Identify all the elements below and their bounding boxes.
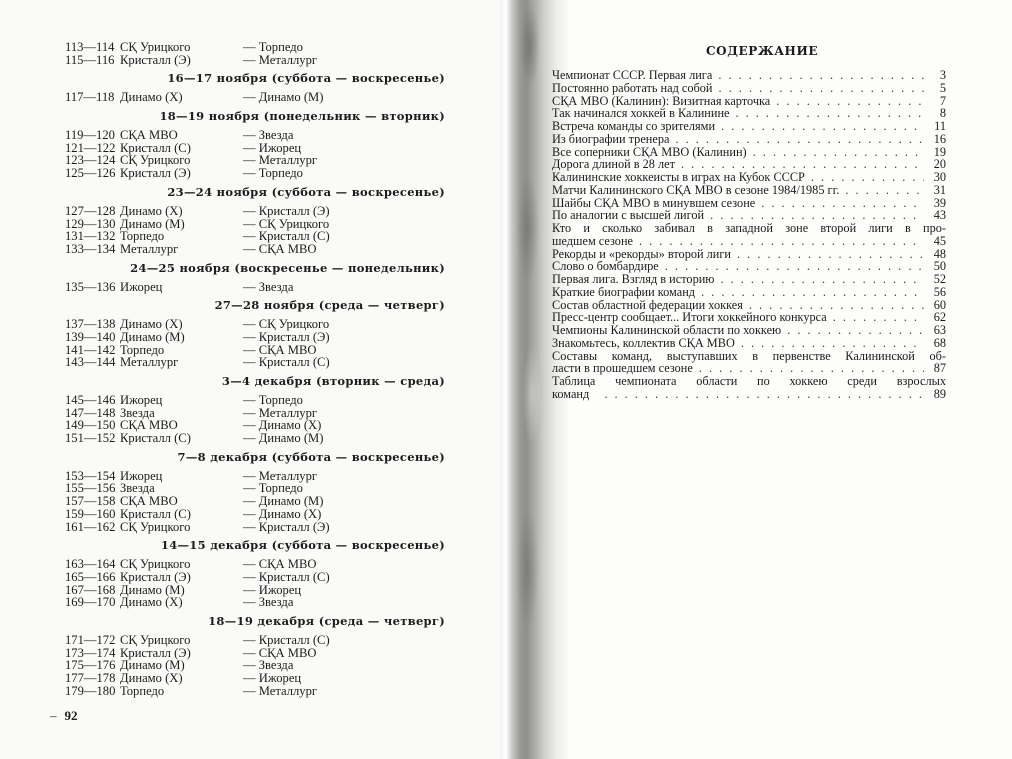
toc-leader-dots (669, 133, 924, 146)
home-team: СҚ Урицкого (120, 40, 191, 54)
schedule-day-header: 24—25 ноября (воскресенье — понедельник) (130, 260, 445, 275)
match-number: 163—164 (65, 557, 116, 572)
home-team: СҚ Урицкого (120, 519, 191, 534)
home-team: СҚА МВО (120, 128, 178, 143)
away-team: — Ижорец (243, 671, 302, 685)
match-row (65, 685, 445, 698)
away-team: — Металлург (243, 52, 318, 67)
toc-entry-title: Чемпионы Калининской области по хоккею (552, 323, 782, 337)
away-team: — Динамо (М) (243, 494, 324, 509)
match-number: 125—126 (65, 166, 116, 181)
toc-entry (552, 337, 946, 350)
toc-entry-title: Из биографии тренера (552, 131, 670, 146)
toc-entry (552, 171, 946, 184)
home-team: Кристалл (С) (120, 431, 191, 446)
toc-leader-dots (712, 69, 924, 82)
away-team: — Звезда (243, 595, 294, 610)
home-team: Звезда (120, 405, 155, 420)
match-number: 131—132 (65, 229, 116, 244)
toc-page-number: 39 (933, 195, 946, 210)
home-team: Торпедо (120, 229, 165, 244)
toc-entry-title: Чемпионат СССР. Первая лига (552, 68, 713, 82)
away-team: — Динамо (М) (243, 431, 324, 446)
match-number: 115—116 (65, 52, 115, 67)
toc-page-number: 60 (933, 297, 946, 312)
home-team: Динамо (М) (120, 216, 185, 231)
match-row (65, 596, 445, 609)
match-number: 161—162 (65, 519, 116, 534)
toc-page-number: 16 (933, 131, 946, 146)
home-team: Ижорец (120, 393, 163, 407)
away-team: — СҚ Урицкого (243, 216, 330, 231)
match-number: 117—118 (65, 90, 115, 105)
toc-entry-title: ласти в прошедшем сезоне (552, 361, 693, 376)
home-team: Динамо (М) (120, 658, 185, 673)
toc-page-number: 45 (933, 233, 946, 248)
away-team: — СҚА МВО (243, 241, 317, 256)
home-team: Динамо (Х) (120, 203, 183, 218)
match-row (65, 558, 445, 571)
toc-page-number: 7 (939, 93, 946, 108)
away-team: — СҚ Урицкого (243, 317, 330, 332)
away-team: — Торпедо (243, 393, 303, 407)
away-team: — Ижорец (243, 140, 302, 155)
away-team: — Металлург (243, 683, 318, 698)
match-row (65, 167, 445, 180)
toc-page-number: 89 (933, 386, 946, 401)
home-team: Ижорец (120, 468, 163, 483)
match-row (65, 281, 445, 294)
match-row (65, 394, 445, 407)
page-number: – 92 (50, 708, 78, 724)
away-team: — СҚА МВО (243, 557, 317, 572)
match-row (65, 129, 445, 142)
away-team: — Кристалл (Э) (243, 203, 330, 218)
toc-leader-dots (805, 171, 924, 184)
toc-leader-dots (729, 107, 924, 120)
schedule-day-header: 16—17 ноября (суббота — воскресенье) (167, 71, 445, 86)
toc-entry (552, 273, 946, 286)
home-team: Торпедо (120, 342, 165, 357)
match-number: 137—138 (65, 317, 116, 332)
match-number: 141—142 (65, 342, 116, 357)
match-row (65, 356, 445, 369)
match-row (65, 54, 445, 67)
match-row (65, 91, 445, 104)
match-row (65, 230, 445, 243)
toc-entry (552, 69, 946, 82)
home-team: Кристалл (Э) (120, 645, 191, 660)
match-row (65, 495, 445, 508)
away-team: — Металлург (243, 405, 318, 420)
toc-page-number: 87 (933, 361, 946, 376)
toc-leader-dots (755, 197, 924, 210)
away-team: — Динамо (Х) (243, 506, 322, 521)
toc-leader-dots (714, 273, 924, 286)
toc-page-number: 50 (933, 259, 946, 274)
toc-leader-dots (781, 324, 924, 337)
match-number: 139—140 (65, 329, 116, 344)
match-number: 171—172 (65, 632, 116, 647)
schedule-day-header: 18—19 ноября (понедельник — вторник) (159, 109, 445, 124)
toc-entry-title: Матчи Калининского СҚА МВО в сезоне 1984/1985 гг. (552, 182, 840, 197)
away-team: — Металлург (243, 153, 318, 168)
away-team: — Ижорец (243, 582, 302, 597)
toc-entry-title-line: Таблица чемпионата области по хоккею среди взрослых (552, 374, 946, 388)
schedule-day-header: 7—8 декабря (суббота — воскресенье) (177, 449, 445, 464)
toc-entry-title-line: Составы команд, выступавших в первенстве Калининской об- (552, 348, 946, 363)
away-team: — Кристалл (С) (243, 569, 330, 584)
toc-leader-dots (839, 184, 924, 197)
table-of-contents (552, 69, 946, 401)
toc-leader-dots (735, 337, 924, 350)
match-row (65, 243, 445, 256)
match-number: 133—134 (65, 241, 116, 256)
home-team: Металлург (120, 241, 179, 256)
toc-entry (552, 222, 946, 248)
match-number: 167—168 (65, 582, 116, 597)
match-number: 153—154 (65, 468, 116, 483)
match-number: 149—150 (65, 418, 116, 433)
toc-entry-title: Рекорды и «рекорды» второй лиги (552, 246, 732, 261)
match-number: 159—160 (65, 506, 116, 521)
match-number: 169—170 (65, 595, 116, 610)
match-number: 179—180 (65, 683, 116, 698)
match-row (65, 634, 445, 647)
home-team: Динамо (Х) (120, 671, 183, 685)
schedule-day-header: 3—4 декабря (вторник — среда) (221, 374, 445, 388)
toc-page-number: 62 (933, 310, 946, 325)
toc-entry-title: Калининские хоккеисты в играх на Кубок СССР (552, 170, 805, 184)
away-team: — Кристалл (С) (243, 229, 330, 244)
match-number: 165—166 (65, 569, 116, 584)
toc-entry (552, 133, 946, 146)
toc-leader-dots (827, 311, 924, 324)
match-number: 147—148 (65, 405, 116, 420)
home-team: Динамо (Х) (120, 595, 183, 610)
away-team: — Кристалл (Э) (243, 329, 330, 344)
home-team: Торпедо (120, 683, 165, 698)
toc-entry-title: Первая лига. Взгляд в историю (552, 272, 715, 286)
away-team: — Металлург (243, 468, 318, 483)
contents-title: СОДЕРЖАНИЕ (706, 44, 819, 58)
home-team: СҚ Урицкого (120, 632, 191, 647)
home-team: Динамо (Х) (120, 317, 183, 332)
away-team: — Кристалл (Э) (243, 519, 330, 534)
toc-leader-dots (713, 82, 925, 95)
away-team: — СҚА МВО (243, 645, 317, 660)
toc-page-number: 30 (933, 170, 946, 184)
schedule-day-header: 27—28 ноября (среда — четверг) (214, 298, 445, 313)
toc-leader-dots (715, 120, 924, 133)
home-team: Звезда (120, 481, 155, 496)
home-team: Динамо (М) (120, 582, 185, 597)
gutter-texture (510, 0, 550, 759)
toc-entry-title: Состав областной федерации хоккея (552, 297, 743, 312)
toc-leader-dots (731, 248, 924, 261)
schedule-day-header: 18—19 декабря (среда — четверг) (208, 613, 445, 628)
toc-entry (552, 286, 946, 299)
toc-entry-title: Шайбы СҚА МВО в минувшем сезоне (552, 195, 756, 210)
away-team: — Торпедо (243, 166, 303, 181)
match-number: 123—124 (65, 153, 116, 168)
match-row (65, 41, 445, 54)
toc-page-number: 3 (939, 68, 946, 82)
toc-entry (552, 120, 946, 133)
match-schedule (65, 41, 445, 697)
toc-entry-title: СҚА МВО (Калинин): Визитная карточка (552, 93, 771, 108)
home-team: Динамо (М) (120, 329, 185, 344)
home-team: Кристалл (С) (120, 140, 191, 155)
away-team: — Кристалл (С) (243, 355, 330, 370)
toc-entry (552, 324, 946, 337)
match-row (65, 672, 445, 685)
match-number: 175—176 (65, 658, 116, 673)
away-team: — Динамо (М) (243, 90, 324, 105)
home-team: Металлург (120, 355, 179, 370)
home-team: Кристалл (С) (120, 506, 191, 521)
toc-page-number: 68 (933, 335, 946, 350)
home-team: Кристалл (Э) (120, 166, 191, 181)
match-number: 135—136 (65, 279, 116, 294)
toc-page-number: 19 (933, 144, 946, 159)
home-team: Динамо (Х) (120, 90, 183, 105)
schedule-day-header: 23—24 ноября (суббота — воскресенье) (167, 184, 445, 199)
toc-entry-title: Дорога длиной в 28 лет (552, 157, 675, 172)
match-number: 157—158 (65, 494, 116, 509)
toc-leader-dots (589, 388, 924, 401)
toc-entry-title: Пресс-центр сообщает... Итоги хоккейного конкурса (552, 310, 827, 325)
match-number: 155—156 (65, 481, 116, 496)
toc-page-number: 5 (939, 80, 946, 95)
home-team: Кристалл (Э) (120, 569, 191, 584)
match-number: 145—146 (65, 393, 116, 407)
match-number: 151—152 (65, 431, 116, 446)
toc-page-number: 63 (933, 323, 946, 337)
toc-page-number: 56 (933, 284, 946, 299)
toc-entry (552, 82, 946, 95)
match-number: 129—130 (65, 216, 116, 231)
toc-entry (552, 184, 946, 197)
toc-entry (552, 350, 946, 376)
away-team: — Звезда (243, 279, 294, 294)
toc-entry-title: Знакомьтесь, коллектив СҚА МВО (552, 335, 735, 350)
away-team: — СҚА МВО (243, 342, 317, 357)
toc-entry-title: Постоянно работать над собой (552, 80, 713, 95)
toc-page-number: 11 (934, 119, 946, 133)
toc-entry-title: Все соперники СҚА МВО (Калинин) (552, 144, 747, 159)
match-number: 113—114 (65, 40, 115, 54)
home-team: СҚА МВО (120, 418, 178, 433)
toc-page-number: 43 (933, 208, 946, 223)
toc-leader-dots (695, 286, 924, 299)
match-row (65, 331, 445, 344)
match-number: 121—122 (65, 140, 116, 155)
match-row (65, 205, 445, 218)
toc-leader-dots (770, 95, 924, 108)
away-team: — Динамо (Х) (243, 418, 322, 433)
toc-page-number: 8 (939, 106, 946, 121)
toc-entry-title: шедшем сезоне (552, 233, 633, 248)
away-team: — Звезда (243, 658, 294, 673)
home-team: Ижорец (120, 279, 163, 294)
away-team: — Торпедо (243, 40, 303, 54)
home-team: СҚА МВО (120, 494, 178, 509)
schedule-day-header: 14—15 декабря (суббота — воскресенье) (160, 538, 445, 553)
match-row (65, 521, 445, 534)
toc-page-number: 20 (933, 157, 946, 172)
match-number: 119—120 (65, 128, 115, 143)
toc-entry-title: Краткие биографии команд (552, 284, 696, 299)
toc-page-number: 31 (933, 182, 946, 197)
match-row (65, 508, 445, 521)
toc-entry-title: По аналогии с высшей лигой (552, 208, 705, 223)
match-number: 173—174 (65, 645, 116, 660)
away-team: — Торпедо (243, 481, 303, 496)
toc-entry-title: Слово о бомбардире (552, 259, 659, 274)
match-number: 127—128 (65, 203, 116, 218)
match-row (65, 432, 445, 445)
toc-entry-title-line: Кто и сколько забивал в западной зоне второй лиги в про- (552, 221, 946, 235)
toc-page-number: 52 (933, 272, 946, 286)
toc-leader-dots (633, 235, 924, 248)
home-team: СҚ Урицкого (120, 153, 191, 168)
toc-entry-title: Так начинался хоккей в Калинине (552, 106, 730, 121)
toc-entry (552, 375, 946, 401)
match-number: 143—144 (65, 355, 116, 370)
toc-leader-dots (747, 146, 924, 159)
match-number: 177—178 (65, 671, 116, 685)
home-team: Кристалл (Э) (120, 52, 191, 67)
toc-page-number: 48 (933, 246, 946, 261)
away-team: — Звезда (243, 128, 294, 143)
home-team: СҚ Урицкого (120, 557, 191, 572)
match-row (65, 571, 445, 584)
toc-entry-title: команд (552, 386, 590, 401)
toc-entry-title: Встреча команды со зрителями (552, 119, 716, 133)
away-team: — Кристалл (С) (243, 632, 330, 647)
